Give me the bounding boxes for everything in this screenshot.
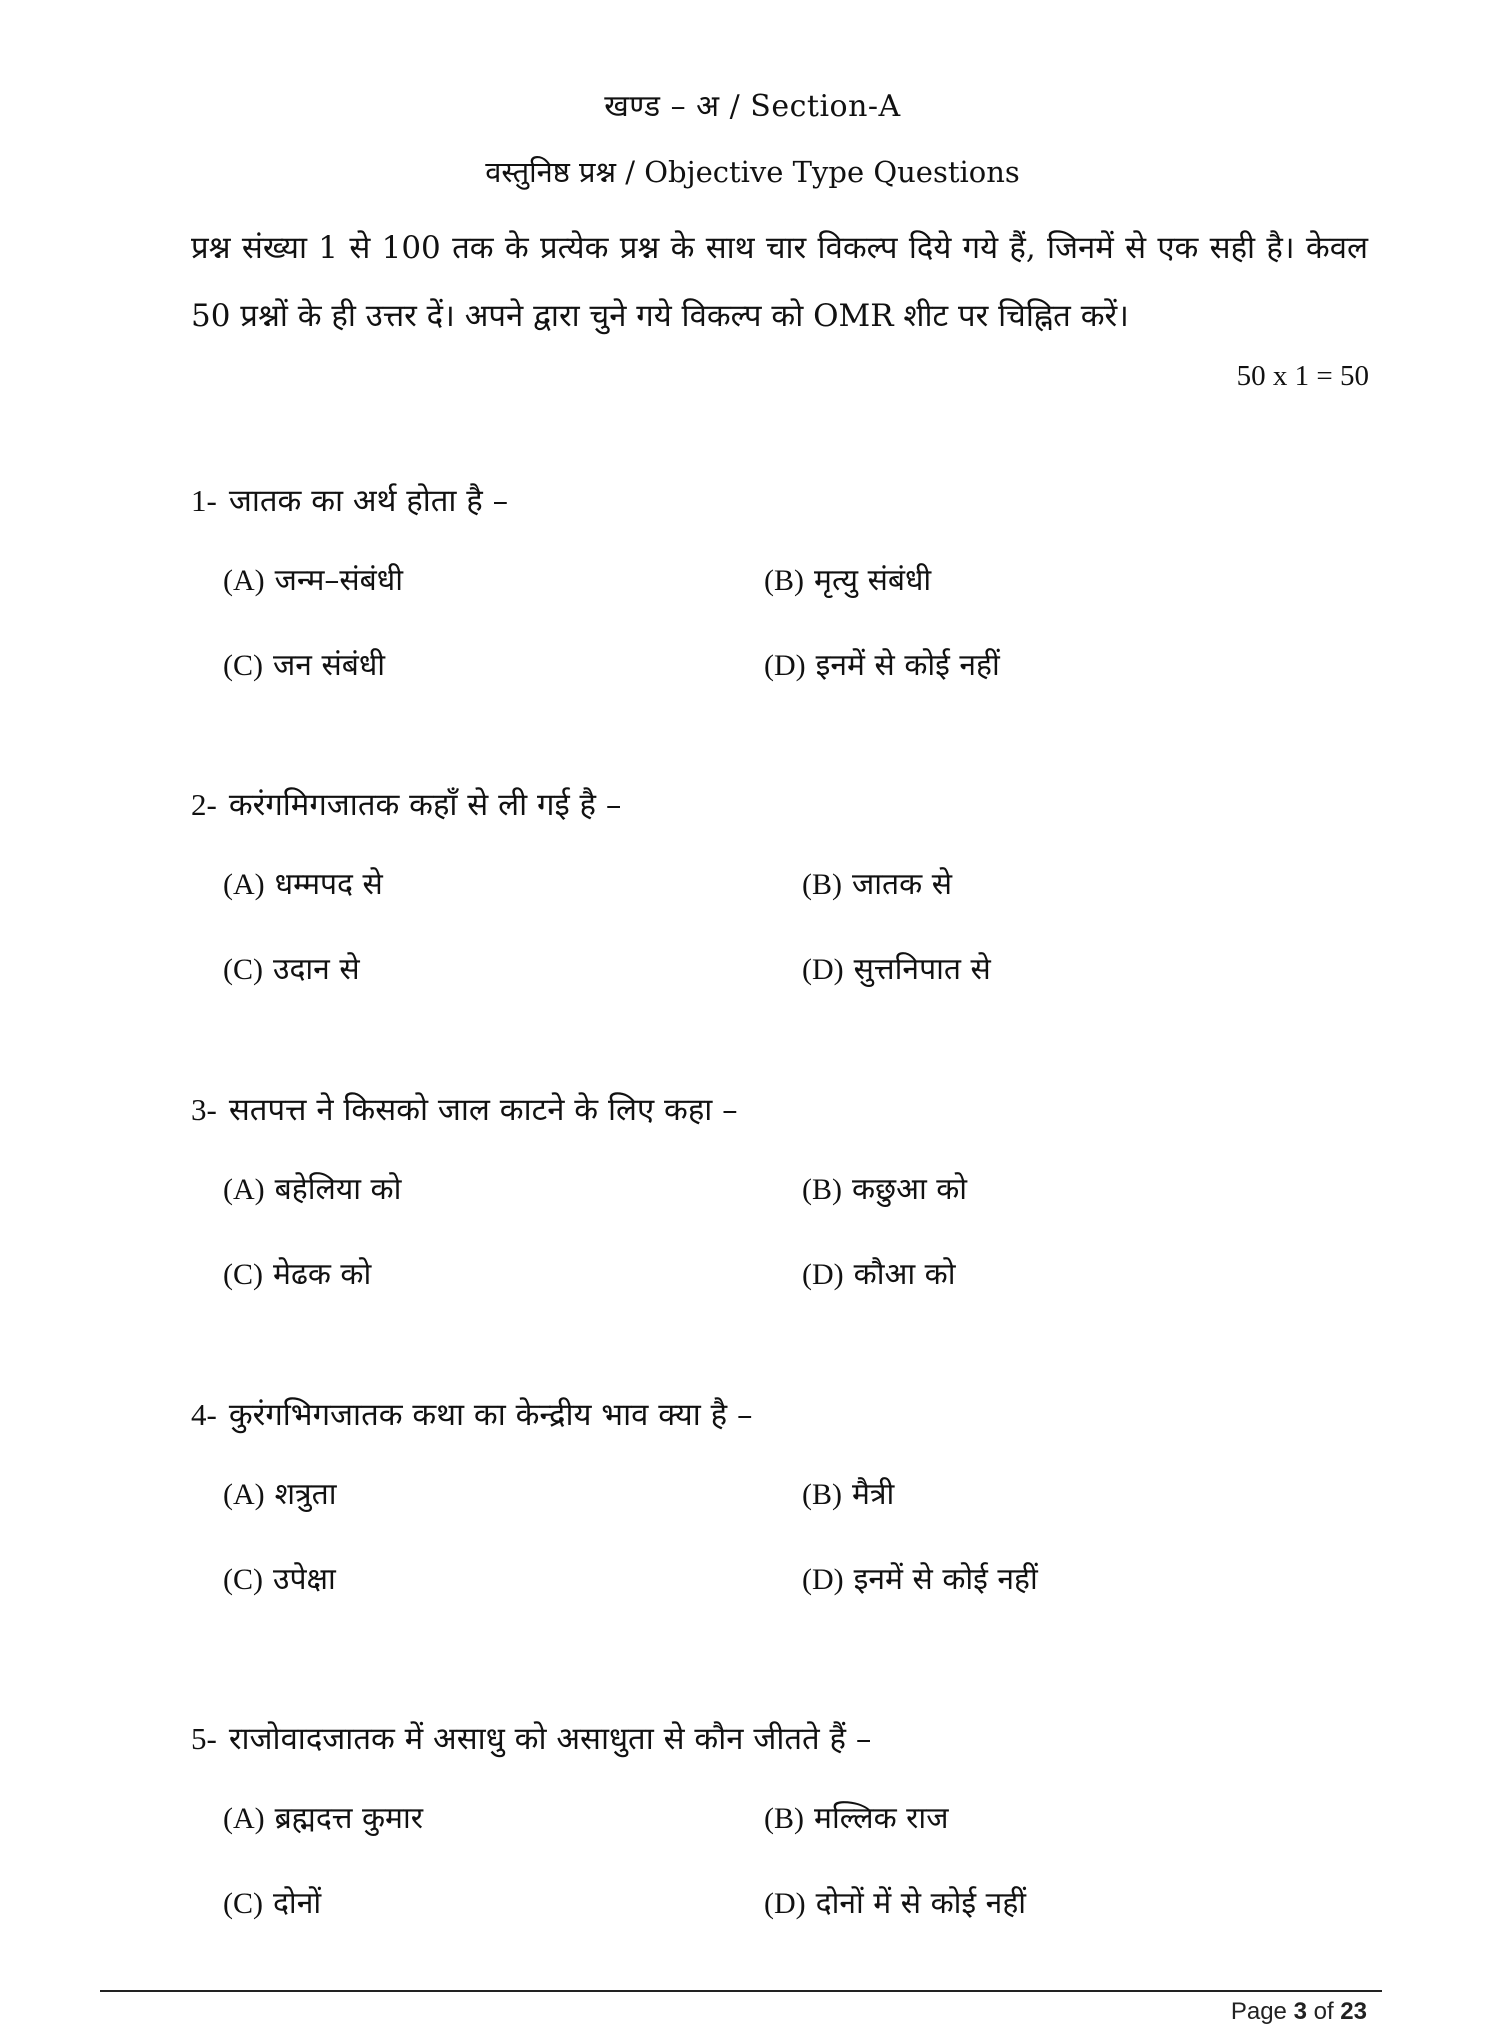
page-of: of [1313, 1998, 1334, 2025]
option-letter: (C) [223, 953, 263, 986]
option-text: मृत्यु संबंधी [814, 563, 932, 598]
option-c [223, 644, 385, 688]
option-letter: (C) [223, 1258, 263, 1291]
option-b [802, 1168, 967, 1212]
option-c [223, 1558, 336, 1602]
option-text: कछुआ को [852, 1172, 968, 1207]
option-letter: (D) [802, 1563, 844, 1596]
option-b [802, 1473, 894, 1517]
option-text: मैत्री [852, 1477, 895, 1512]
options-group [191, 1473, 1371, 1643]
footer-divider [100, 1990, 1382, 1992]
option-letter: (A) [223, 1173, 265, 1206]
option-d [802, 1253, 955, 1297]
option-text: जातक से [852, 867, 952, 902]
options-group [191, 1797, 1371, 1967]
option-c [223, 948, 360, 992]
option-letter: (C) [223, 649, 263, 682]
section-title: खण्ड – अ / Section-A [604, 89, 901, 124]
question-text [191, 1714, 1371, 1764]
option-letter: (C) [223, 1563, 263, 1596]
question-1 [191, 476, 1371, 729]
option-b [802, 863, 952, 907]
option-a [223, 1473, 337, 1517]
option-text: जन संबंधी [273, 648, 386, 683]
option-text: कौआ को [853, 1257, 956, 1292]
page-label: Page [1230, 1998, 1287, 2025]
option-text: मल्लिक राज [814, 1801, 949, 1836]
option-text: ब्रह्मदत्त कुमार [274, 1801, 424, 1836]
option-letter: (D) [802, 1258, 844, 1291]
page-total: 23 [1340, 1998, 1367, 2025]
question-number: 1- [191, 483, 217, 518]
option-text: उदान से [273, 952, 360, 987]
option-letter: (B) [802, 868, 842, 901]
question-text [191, 780, 1371, 830]
option-text: उपेक्षा [273, 1562, 336, 1597]
option-d [802, 1558, 1038, 1602]
option-text: शत्रुता [274, 1477, 337, 1512]
options-group [191, 559, 1371, 729]
option-a [223, 1797, 423, 1841]
question-number: 5- [191, 1721, 217, 1756]
option-letter: (D) [764, 1887, 806, 1920]
option-text: इनमें से कोई नहीं [853, 1562, 1038, 1597]
question-text [191, 1085, 1371, 1135]
option-text: इनमें से कोई नहीं [815, 648, 1000, 683]
question-text [191, 1390, 1371, 1440]
question-number: 3- [191, 1092, 217, 1127]
option-a [223, 1168, 401, 1212]
question-3 [191, 1085, 1371, 1338]
question-stem: कुरंगभिगजातक कथा का केन्द्रीय भाव क्या है – [228, 1397, 753, 1433]
option-text: जन्म–संबंधी [274, 563, 404, 598]
option-letter: (A) [223, 1802, 265, 1835]
option-letter: (B) [802, 1478, 842, 1511]
option-c [223, 1253, 371, 1297]
question-stem: राजोवादजातक में असाधु को असाधुता से कौन जीतते हैं – [228, 1721, 872, 1757]
question-number: 2- [191, 787, 217, 822]
option-a [223, 863, 383, 907]
question-stem: करंगमिगजातक कहाँ से ली गई है – [228, 787, 622, 823]
option-letter: (A) [223, 868, 265, 901]
options-group [191, 1168, 1371, 1338]
question-number: 4- [191, 1397, 217, 1432]
option-letter: (B) [802, 1173, 842, 1206]
question-2 [191, 780, 1371, 1033]
option-d [764, 1882, 1026, 1926]
option-text: बहेलिया को [274, 1172, 402, 1207]
options-group [191, 863, 1371, 1033]
option-text: सुत्तनिपात से [853, 952, 991, 987]
option-text: दोनों में से कोई नहीं [815, 1886, 1027, 1921]
option-c [223, 1882, 321, 1926]
option-d [802, 948, 991, 992]
option-a [223, 559, 403, 603]
option-b [764, 559, 931, 603]
instructions-text: प्रश्न संख्या 1 से 100 तक के प्रत्येक प्रश्न के साथ चार विकल्प दिये गये हैं, जिनमें से एक सही है। केवल 50 प्रश्नों के ही उत्तर दें। अपने द्वारा चुने गये विकल्प को OMR शीट पर चिह्नित करें। [191, 230, 1368, 334]
option-d [764, 644, 1000, 688]
option-text: धम्मपद से [274, 867, 383, 902]
option-letter: (A) [223, 1478, 265, 1511]
question-4 [191, 1390, 1371, 1643]
section-subtitle: वस्तुनिष्ठ प्रश्न / Objective Type Questions [485, 155, 1020, 189]
option-letter: (D) [802, 953, 844, 986]
option-letter: (B) [764, 1802, 804, 1835]
page-indicator [1231, 1998, 1367, 2026]
question-stem: जातक का अर्थ होता है – [228, 483, 509, 519]
option-b [764, 1797, 948, 1841]
option-letter: (A) [223, 564, 265, 597]
marks-distribution: 50 x 1 = 50 [1236, 360, 1369, 392]
page-current: 3 [1293, 1998, 1307, 2025]
question-text [191, 476, 1371, 526]
option-letter: (C) [223, 1887, 263, 1920]
option-text: दोनों [273, 1886, 322, 1921]
option-text: मेढक को [273, 1257, 372, 1292]
question-stem: सतपत्त ने किसको जाल काटने के लिए कहा – [228, 1092, 738, 1128]
option-letter: (D) [764, 649, 806, 682]
option-letter: (B) [764, 564, 804, 597]
question-5 [191, 1714, 1371, 1967]
